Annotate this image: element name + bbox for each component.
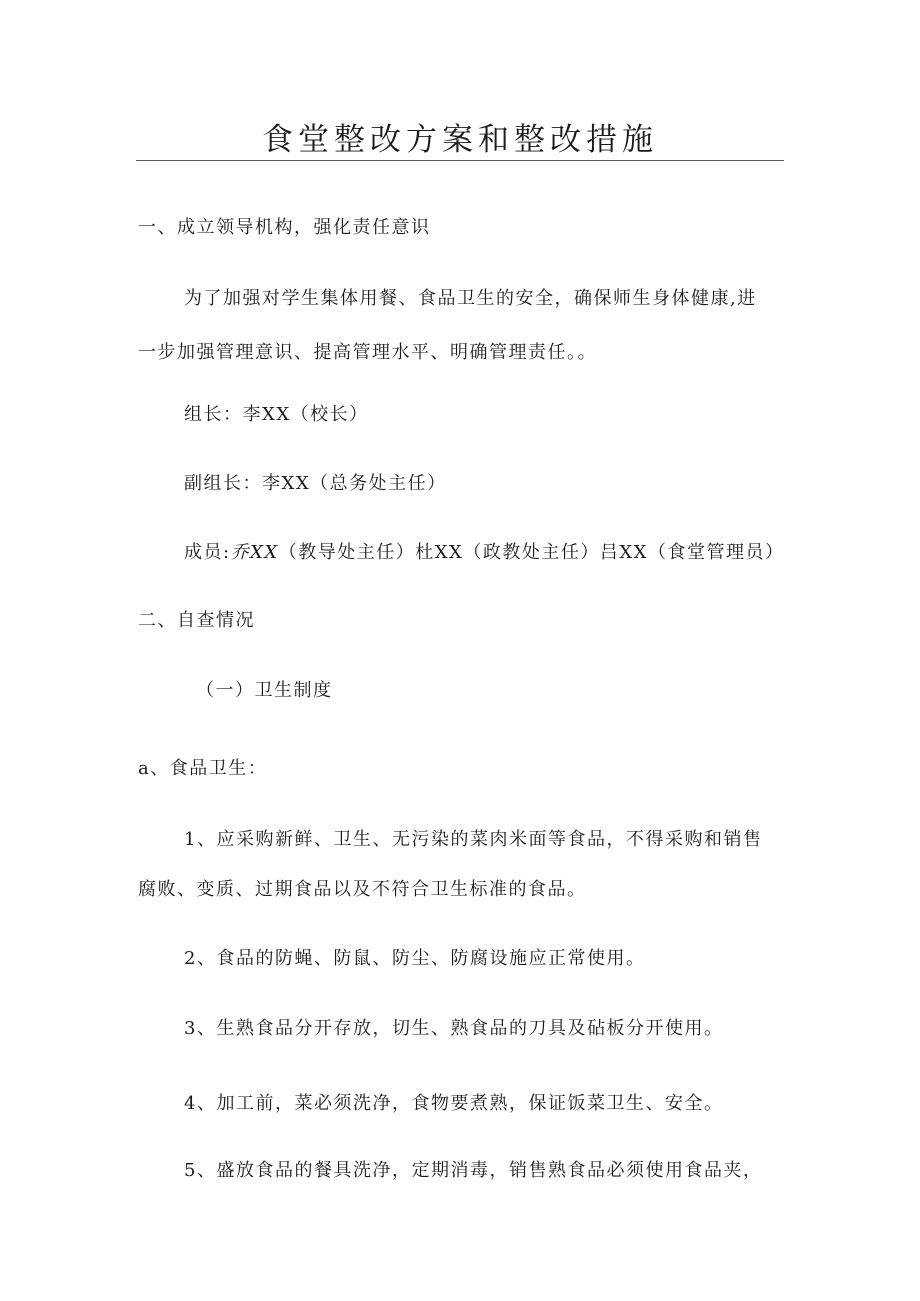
item-2: 2、食品的防蝇、防鼠、防尘、防腐设施应正常使用。 [184, 948, 646, 969]
food-hygiene-label: a、食品卫生： [138, 758, 268, 779]
members-rest: （教导处主任）杜XX（政教处主任）吕XX（食堂管理员） [278, 542, 785, 563]
title-underline [136, 160, 784, 161]
deputy-leader-line: 副组长：李XX（总务处主任） [184, 473, 447, 494]
intro-line-1: 为了加强对学生集体用餐、食品卫生的安全，确保师生身体健康,进 [184, 288, 757, 309]
subsection-heading: （一）卫生制度 [196, 680, 333, 701]
members-line [184, 538, 784, 568]
item-4: 4、加工前，菜必须洗净，食物要煮熟，保证饭菜卫生、安全。 [184, 1093, 724, 1114]
member-1-name: 乔XX [230, 542, 279, 563]
section-1-heading: 一、成立领导机构，强化责任意识 [138, 217, 431, 238]
section-2-heading: 二、自查情况 [138, 610, 255, 631]
intro-line-2: 一步加强管理意识、提高管理水平、明确管理责任。。 [138, 342, 597, 363]
item-1-line-2: 腐败、变质、过期食品以及不符合卫生标准的食品。 [138, 879, 587, 900]
members-label: 成员: [184, 542, 231, 563]
document-title: 食堂整改方案和整改措施 [262, 122, 658, 158]
item-5: 5、盛放食品的餐具洗净，定期消毒，销售熟食品必须使用食品夹， [184, 1160, 763, 1181]
item-1-line-1: 1、应采购新鲜、卫生、无污染的菜肉米面等食品，不得采购和销售 [184, 829, 763, 850]
leader-line: 组长：李XX（校长） [184, 404, 369, 425]
item-3: 3、生熟食品分开存放，切生、熟食品的刀具及砧板分开使用。 [184, 1018, 724, 1039]
